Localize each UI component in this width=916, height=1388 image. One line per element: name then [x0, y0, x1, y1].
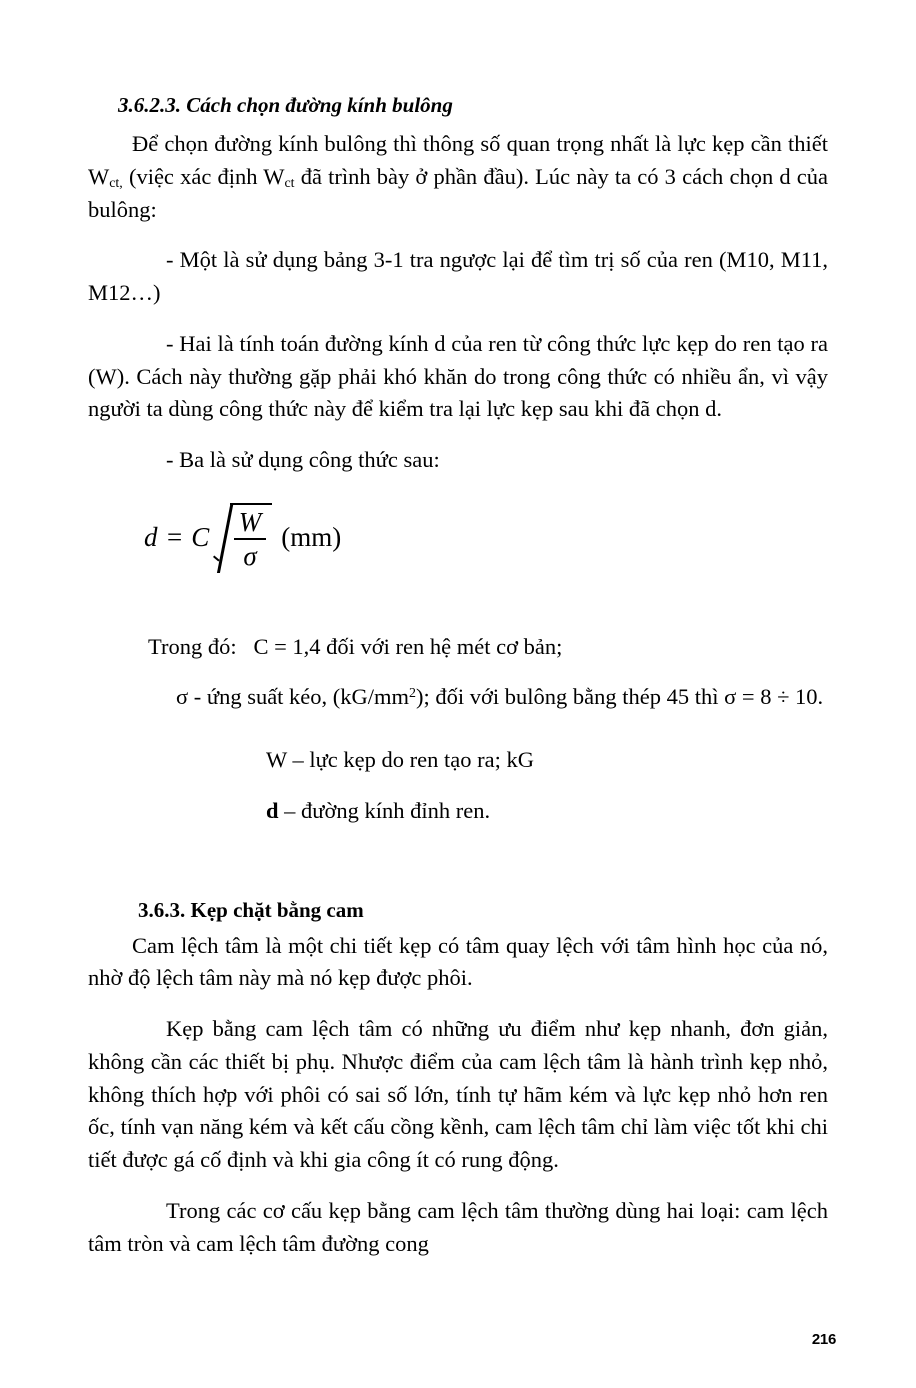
heading-3-6-3: 3.6.3. Kẹp chặt bằng cam	[138, 898, 364, 923]
spacer	[88, 314, 828, 328]
definition-d-symbol: d	[266, 797, 279, 823]
definition-sigma	[88, 681, 828, 714]
definition-c: C = 1,4 đối với ren hệ mét cơ bản;	[253, 633, 563, 659]
definition-sigma-part-2: ); đối với bulông bằng thép 45 thì σ = 8 ÷ 10.	[416, 684, 824, 710]
where-label: Trong đó:	[148, 633, 237, 659]
definition-d-text: – đường kính đỉnh ren.	[278, 797, 491, 823]
list-item-three: - Ba là sử dụng công thức sau:	[166, 447, 440, 473]
spacer	[88, 781, 828, 795]
spacer	[88, 230, 828, 244]
spacer	[88, 430, 828, 444]
formula-block	[88, 503, 828, 573]
definition-sigma-part-1: σ - ứng suất kéo, (kG/mm	[176, 684, 410, 710]
subscript-ct-1: ct,	[109, 176, 123, 192]
formula-left-hand-side: d = C	[144, 522, 210, 553]
heading-3-6-2-3: 3.6.2.3. Cách chọn đường kính bulông	[118, 93, 453, 117]
list-item-one: - Một là sử dụng bảng 3-1 tra ngược lại để tìm trị số của ren (M10, M11, M12…)	[88, 247, 828, 306]
intro-text-part-3: đã trình bày ở phần đầu). Lúc này ta có 3 cách chọn d của bulông:	[88, 163, 828, 222]
spacer	[88, 573, 828, 631]
subscript-ct-2: ct	[284, 176, 295, 192]
intro-text-part-2: (việc xác định W	[122, 163, 285, 189]
page-number: 216	[811, 1331, 836, 1348]
paragraph-cam-3: Trong các cơ cấu kẹp bằng cam lệch tâm thường dùng hai loại: cam lệch tâm tròn và cam lệch tâm đường cong	[88, 1197, 828, 1256]
radicand-fraction	[230, 503, 273, 573]
paragraph-intro	[88, 128, 828, 226]
spacer	[88, 718, 828, 744]
spacer	[88, 667, 828, 681]
fraction-denominator: σ	[243, 541, 257, 572]
superscript-two: 2	[409, 686, 417, 702]
definition-d	[88, 795, 828, 828]
radical-sign	[213, 503, 230, 573]
list-item-two: - Hai là tính toán đường kính d của ren từ công thức lực kẹp do ren tạo ra (W). Cách này thường gặp phải khó khăn do trong công thức có nhiều ẩn, vì vậy người ta dùng công thức này để kiểm tra lại lực kẹp sau khi đã chọn d.	[88, 330, 828, 422]
spacer	[88, 999, 828, 1013]
paragraph-cam-1: Cam lệch tâm là một chi tiết kẹp có tâm quay lệch với tâm hình học của nó, nhờ độ lệch tâm này mà nó kẹp được phôi.	[88, 932, 828, 991]
spacer	[88, 871, 828, 897]
fraction-bar	[234, 538, 267, 540]
page-content	[88, 92, 828, 1264]
spacer	[88, 831, 828, 871]
formula-unit: (mm)	[281, 522, 342, 553]
fraction-numerator: W	[238, 506, 262, 537]
where-clause-c	[88, 631, 828, 664]
square-root-icon	[213, 503, 273, 573]
definition-w: W – lực kẹp do ren tạo ra; kG	[266, 747, 534, 773]
intro-text-part-1: Để chọn đường kính bulông thì thông số quan trọng nhất là lực kẹp cần thiết W	[88, 131, 828, 189]
paragraph-cam-2: Kẹp bằng cam lệch tâm có những ưu điểm như kẹp nhanh, đơn giản, không cần các thiết bị phụ. Nhược điểm của cam lệch tâm là hành trình kẹp nhỏ, không thích hợp với phôi có sai số lớn, tính tự hãm kém và lực kẹp nhỏ hơn ren ốc, tính vạn năng kém và kết cấu cồng kềnh, cam lệch tâm chỉ làm việc tốt khi chi tiết được gá cố định và khi gia công ít có rung động.	[88, 1016, 828, 1173]
formula-diameter	[144, 503, 341, 573]
spacer	[88, 1181, 828, 1195]
